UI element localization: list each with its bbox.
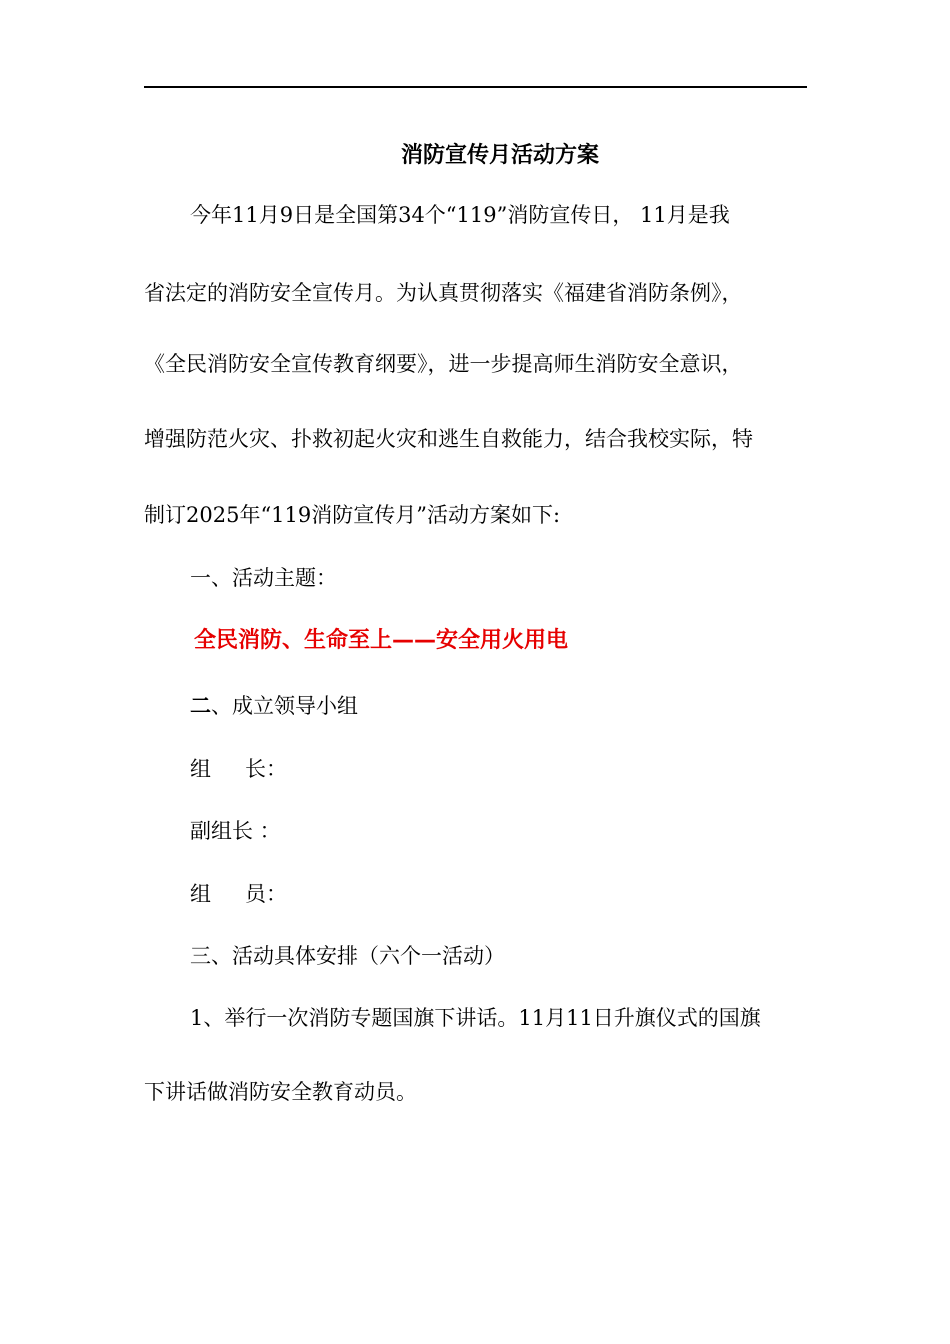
- intro-line-4: 增强防范火灾、扑救初起火灾和逃生自救能力，结合我校实际，特: [144, 427, 753, 451]
- document-title: 消防宣传月活动方案: [400, 143, 599, 168]
- leader-label-part-2: 长：: [245, 757, 287, 781]
- intro-line-5: 制订2025年“119消防宣传月”活动方案如下:: [144, 503, 561, 527]
- section2-number: 二: [190, 693, 211, 718]
- section2-heading: [190, 692, 358, 720]
- member-label-part-2: 员：: [245, 882, 287, 906]
- leader-label-part-1: 组: [190, 757, 211, 781]
- leader-label: [190, 755, 287, 783]
- section2-title: 、成立领导小组: [211, 694, 358, 718]
- intro-line-2: 省法定的消防安全宣传月。为认真贯彻落实《福建省消防条例》，: [144, 281, 743, 305]
- item1-line-1: 1、举行一次消防专题国旗下讲话。11月11日升旗仪式的国旗: [190, 1006, 761, 1030]
- section1-heading: 一、活动主题：: [190, 566, 337, 590]
- intro-line-3: 《全民消防安全宣传教育纲要》，进一步提高师生消防安全意识，: [144, 352, 743, 376]
- section3-heading: 三、活动具体安排（六个一活动）: [190, 944, 505, 968]
- member-label: [190, 880, 287, 908]
- member-label-part-1: 组: [190, 882, 211, 906]
- header-rule: [144, 86, 807, 88]
- activity-theme: 全民消防、生命至上——安全用火用电: [194, 628, 569, 653]
- item1-line-2: 下讲话做消防安全教育动员。: [144, 1080, 417, 1104]
- intro-line-1: 今年11月9日是全国第34个“119”消防宣传日， 11月是我: [190, 203, 730, 227]
- vice-leader-label: 副组长 ：: [190, 819, 281, 843]
